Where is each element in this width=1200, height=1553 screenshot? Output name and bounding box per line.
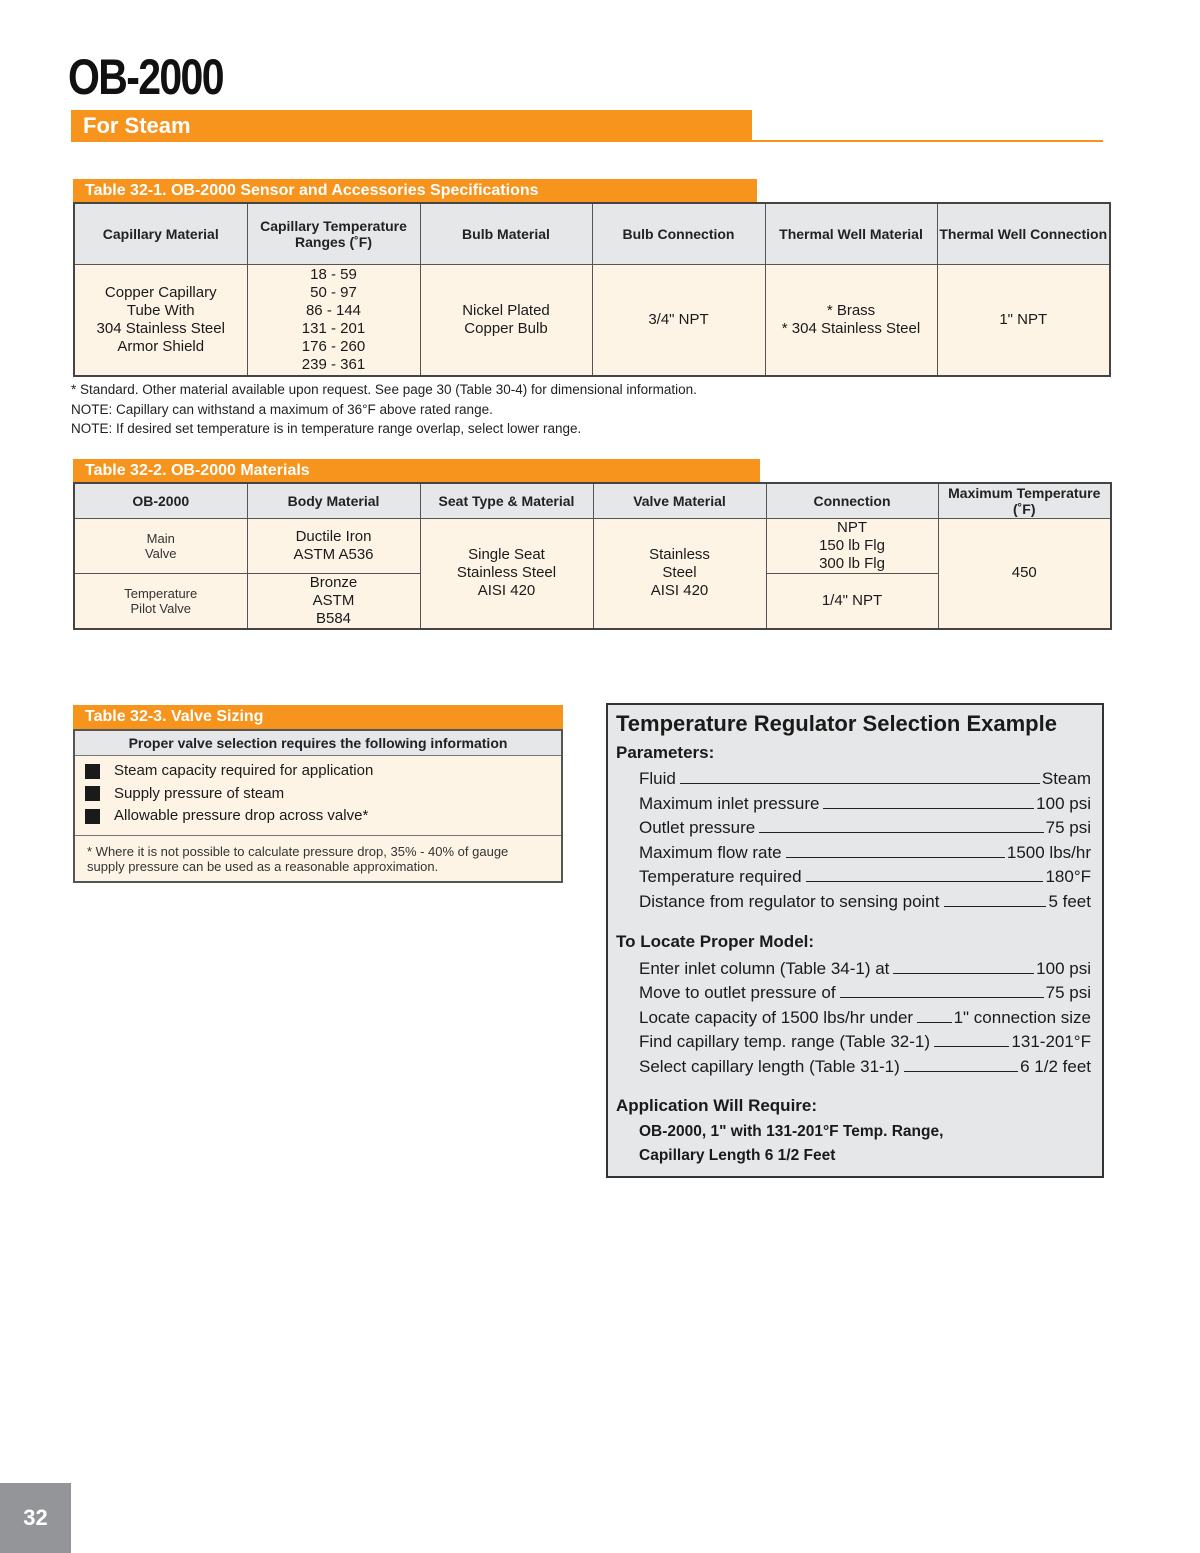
header-seat-type: Seat Type & Material	[420, 483, 593, 518]
cell-pilot-body: Bronze ASTM B584	[247, 573, 420, 629]
table-materials	[73, 482, 1112, 630]
cell-valve-material: Stainless Steel AISI 420	[593, 518, 766, 629]
cell-pilot-connection: 1/4" NPT	[766, 573, 938, 629]
cell-thermal-well-material: * Brass * 304 Stainless Steel	[765, 264, 937, 376]
valve-sizing-footnote: * Where it is not possible to calculate pressure drop, 35% - 40% of gauge supply pressure can be used as a reasonable approximation.	[75, 835, 561, 874]
param-row: Maximum inlet pressure 100 psi	[639, 794, 1091, 813]
cell-pilot-valve: Temperature Pilot Valve	[74, 573, 247, 629]
banner-rule	[752, 140, 1103, 142]
cell-seat-type: Single Seat Stainless Steel AISI 420	[420, 518, 593, 629]
header-thermal-well-material: Thermal Well Material	[765, 203, 937, 264]
header-ob2000: OB-2000	[74, 483, 247, 518]
valve-sizing-list	[75, 760, 561, 828]
cell-bulb-material: Nickel Plated Copper Bulb	[420, 264, 592, 376]
section-banner	[71, 110, 752, 142]
header-bulb-connection: Bulb Connection	[592, 203, 765, 264]
square-bullet-icon	[85, 809, 100, 824]
cell-main-valve: Main Valve	[74, 518, 247, 573]
square-bullet-icon	[85, 786, 100, 801]
step-row: Select capillary length (Table 31-1) 6 1/2 feet	[639, 1057, 1091, 1076]
valve-sizing-box	[73, 729, 563, 883]
example-title: Temperature Regulator Selection Example	[616, 711, 1057, 736]
param-row: Distance from regulator to sensing point 5 feet	[639, 892, 1091, 911]
note-capillary: NOTE: Capillary can withstand a maximum of 36°F above rated range.	[71, 401, 493, 417]
step-row: Find capillary temp. range (Table 32-1) 131-201°F	[639, 1032, 1091, 1051]
header-bulb-material: Bulb Material	[420, 203, 592, 264]
step-row: Move to outlet pressure of 75 psi	[639, 983, 1091, 1002]
table2-caption: Table 32-2. OB-2000 Materials	[73, 459, 760, 483]
table1-caption: Table 32-1. OB-2000 Sensor and Accessories Specifications	[73, 179, 757, 203]
step-row: Locate capacity of 1500 lbs/hr under 1" connection size	[639, 1008, 1091, 1027]
list-item: Supply pressure of steam	[75, 783, 561, 806]
cell-main-body: Ductile Iron ASTM A536	[247, 518, 420, 573]
param-row: Outlet pressure 75 psi	[639, 818, 1091, 837]
header-capillary-material: Capillary Material	[74, 203, 247, 264]
header-body-material: Body Material	[247, 483, 420, 518]
list-item: Allowable pressure drop across valve*	[75, 805, 561, 828]
table-sensor-specs	[73, 202, 1111, 377]
param-row: Fluid Steam	[639, 769, 1091, 788]
cell-thermal-well-connection: 1" NPT	[937, 264, 1110, 376]
param-row: Maximum flow rate 1500 lbs/hr	[639, 843, 1091, 862]
table3-caption: Table 32-3. Valve Sizing	[73, 705, 563, 729]
header-thermal-well-connection: Thermal Well Connection	[937, 203, 1110, 264]
cell-bulb-connection: 3/4" NPT	[592, 264, 765, 376]
valve-sizing-header: Proper valve selection requires the following information	[75, 731, 561, 756]
header-capillary-temp-ranges: Capillary Temperature Ranges (˚F)	[247, 203, 420, 264]
note-standard: * Standard. Other material available upon request. See page 30 (Table 30-4) for dimensional information.	[71, 382, 697, 397]
cell-max-temp: 450	[938, 518, 1111, 629]
page-title: OB-2000	[68, 49, 223, 105]
square-bullet-icon	[85, 764, 100, 779]
cell-temp-ranges: 18 - 59 50 - 97 86 - 144 131 - 201 176 - 260 239 - 361	[247, 264, 420, 376]
header-max-temp: Maximum Temperature (˚F)	[938, 483, 1111, 518]
cell-main-connection: NPT 150 lb Flg 300 lb Flg	[766, 518, 938, 573]
require-heading: Application Will Require:	[616, 1096, 818, 1115]
parameters-heading: Parameters:	[616, 743, 715, 762]
section-subtitle: For Steam	[83, 113, 191, 138]
list-item: Steam capacity required for application	[75, 760, 561, 783]
selection-example-box	[606, 703, 1104, 1178]
page-number: 32	[0, 1483, 71, 1553]
note-overlap: NOTE: If desired set temperature is in temperature range overlap, select lower range.	[71, 421, 582, 436]
header-valve-material: Valve Material	[593, 483, 766, 518]
require-line: OB-2000, 1" with 131-201°F Temp. Range,	[639, 1123, 944, 1140]
step-row: Enter inlet column (Table 34-1) at 100 psi	[639, 959, 1091, 978]
param-row: Temperature required 180°F	[639, 867, 1091, 886]
cell-capillary-material: Copper Capillary Tube With 304 Stainless Steel Armor Shield	[74, 264, 247, 376]
locate-heading: To Locate Proper Model:	[616, 932, 815, 951]
header-connection: Connection	[766, 483, 938, 518]
table1-notes	[71, 380, 697, 439]
require-line: Capillary Length 6 1/2 Feet	[639, 1147, 836, 1164]
